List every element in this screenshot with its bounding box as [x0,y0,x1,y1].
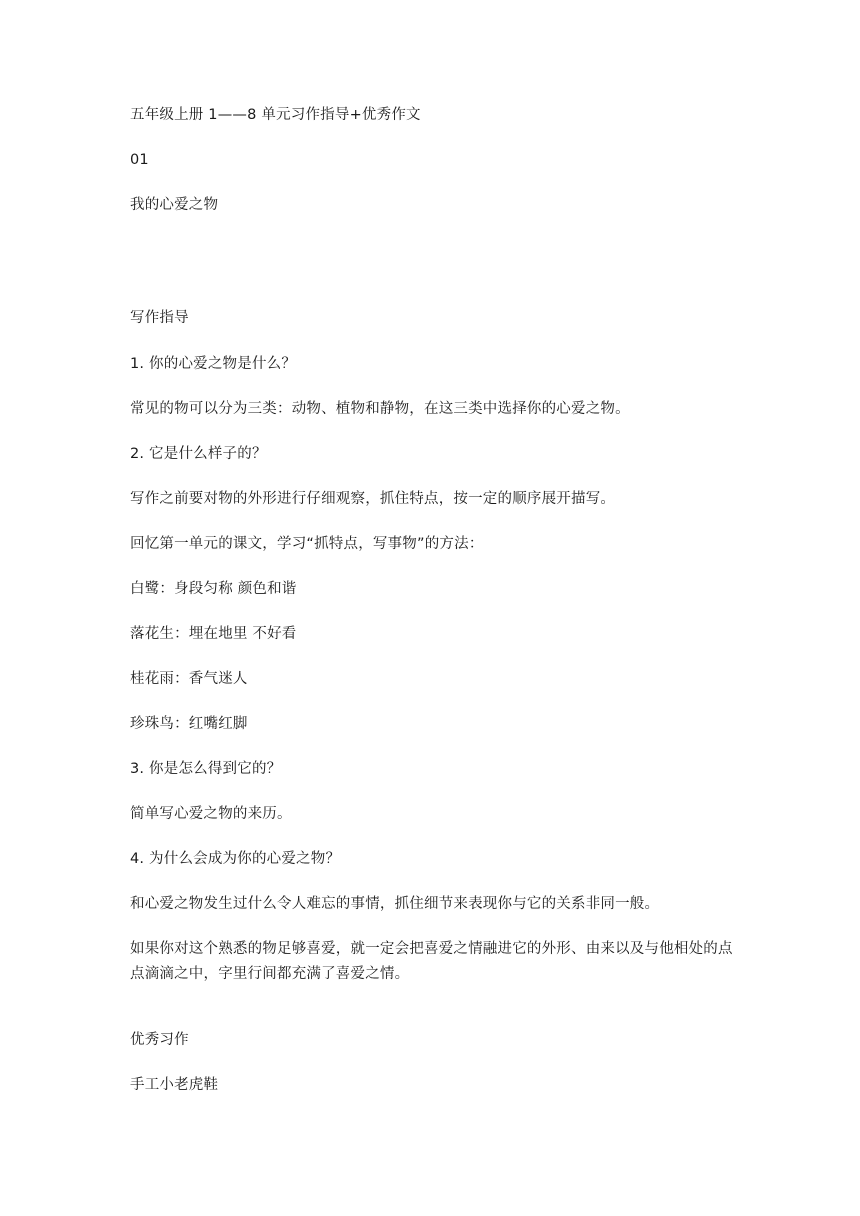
example-4: 珍珠鸟：红嘴红脚 [130,716,248,732]
question-2: 2. 它是什么样子的？ [130,446,267,462]
question-1: 1. 你的心爱之物是什么？ [130,356,297,372]
example-1: 白鹭：身段匀称 颜色和谐 [130,581,297,597]
example-3: 桂花雨：香气迷人 [130,671,248,687]
section-number: 01 [130,152,149,168]
guide-heading: 写作指导 [130,310,189,326]
question-1-answer: 常见的物可以分为三类：动物、植物和静物，在这三类中选择你的心爱之物。 [130,401,630,417]
example-2: 落花生：埋在地里 不好看 [130,626,297,642]
question-2-answer: 写作之前要对物的外形进行仔细观察，抓住特点，按一定的顺序展开描写。 [130,491,616,507]
document-title: 五年级上册 1——8 单元习作指导+优秀作文 [130,107,421,123]
essay-title: 手工小老虎鞋 [130,1077,219,1093]
question-4: 4. 为什么会成为你的心爱之物？ [130,851,341,867]
question-3: 3. 你是怎么得到它的？ [130,761,282,777]
section-title: 我的心爱之物 [130,197,219,213]
question-4-paragraph: 如果你对这个熟悉的物足够喜爱，就一定会把喜爱之情融进它的外形、由来以及与他相处的点点滴滴之中，字里行间都充满了喜爱之情。 [130,941,733,982]
question-2-recall: 回忆第一单元的课文，学习“抓特点，写事物”的方法： [130,536,484,552]
excellent-heading: 优秀习作 [130,1032,189,1048]
question-3-answer: 简单写心爱之物的来历。 [130,806,292,822]
question-4-answer: 和心爱之物发生过什么令人难忘的事情，抓住细节来表现你与它的关系非同一般。 [130,896,660,912]
